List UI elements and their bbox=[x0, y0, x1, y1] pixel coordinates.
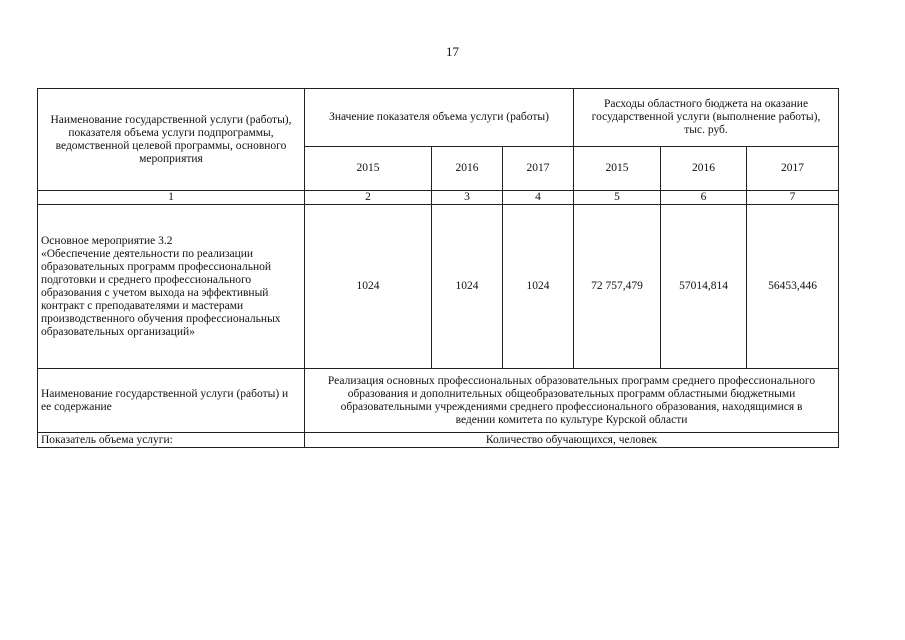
year-2017-expense: 2017 bbox=[747, 147, 839, 191]
year-2015-expense: 2015 bbox=[574, 147, 661, 191]
event-name-cell: Основное мероприятие 3.2 «Обеспечение деятельности по реализации образовательных программ профессиональной подготовки и среднего профессионального образования с учетом выхода на эффективный контракт с преподавателями и мастерами производственного обучения профессиональных образовательных организаций» bbox=[38, 205, 305, 369]
year-2016-expense: 2016 bbox=[661, 147, 747, 191]
indicator-content: Количество обучающихся, человек bbox=[305, 433, 839, 448]
header-expense-column: Расходы областного бюджета на оказание государственной услуги (выполнение работы), тыс. руб. bbox=[574, 89, 839, 147]
column-number: 4 bbox=[503, 191, 574, 205]
volume-2017-value: 1024 bbox=[503, 205, 574, 369]
service-table bbox=[37, 88, 839, 448]
expense-2016-value: 57014,814 bbox=[661, 205, 747, 369]
column-number: 2 bbox=[305, 191, 432, 205]
column-number: 7 bbox=[747, 191, 839, 205]
service-name-label: Наименование государственной услуги (работы) и ее содержание bbox=[38, 369, 305, 433]
column-number: 6 bbox=[661, 191, 747, 205]
column-number: 3 bbox=[432, 191, 503, 205]
expense-2017-value: 56453,446 bbox=[747, 205, 839, 369]
expense-2015-value: 72 757,479 bbox=[574, 205, 661, 369]
year-2015-volume: 2015 bbox=[305, 147, 432, 191]
volume-2015-value: 1024 bbox=[305, 205, 432, 369]
service-content: Реализация основных профессиональных образовательных программ среднего профессионального образования и дополнительных общеобразовательных программ областными бюджетными образовательными учреждениями среднего профессионального образования, находящимися в ведении комитета по культуре Курской области bbox=[305, 369, 839, 433]
page-number: 17 bbox=[446, 44, 459, 59]
year-2017-volume: 2017 bbox=[503, 147, 574, 191]
header-volume-column: Значение показателя объема услуги (работы) bbox=[305, 89, 574, 147]
column-number: 5 bbox=[574, 191, 661, 205]
column-number: 1 bbox=[38, 191, 305, 205]
year-2016-volume: 2016 bbox=[432, 147, 503, 191]
indicator-label: Показатель объема услуги: bbox=[38, 433, 305, 448]
volume-2016-value: 1024 bbox=[432, 205, 503, 369]
header-name-column: Наименование государственной услуги (работы), показателя объема услуги подпрограммы, ведомственной целевой программы, основного мероприятия bbox=[38, 89, 305, 191]
